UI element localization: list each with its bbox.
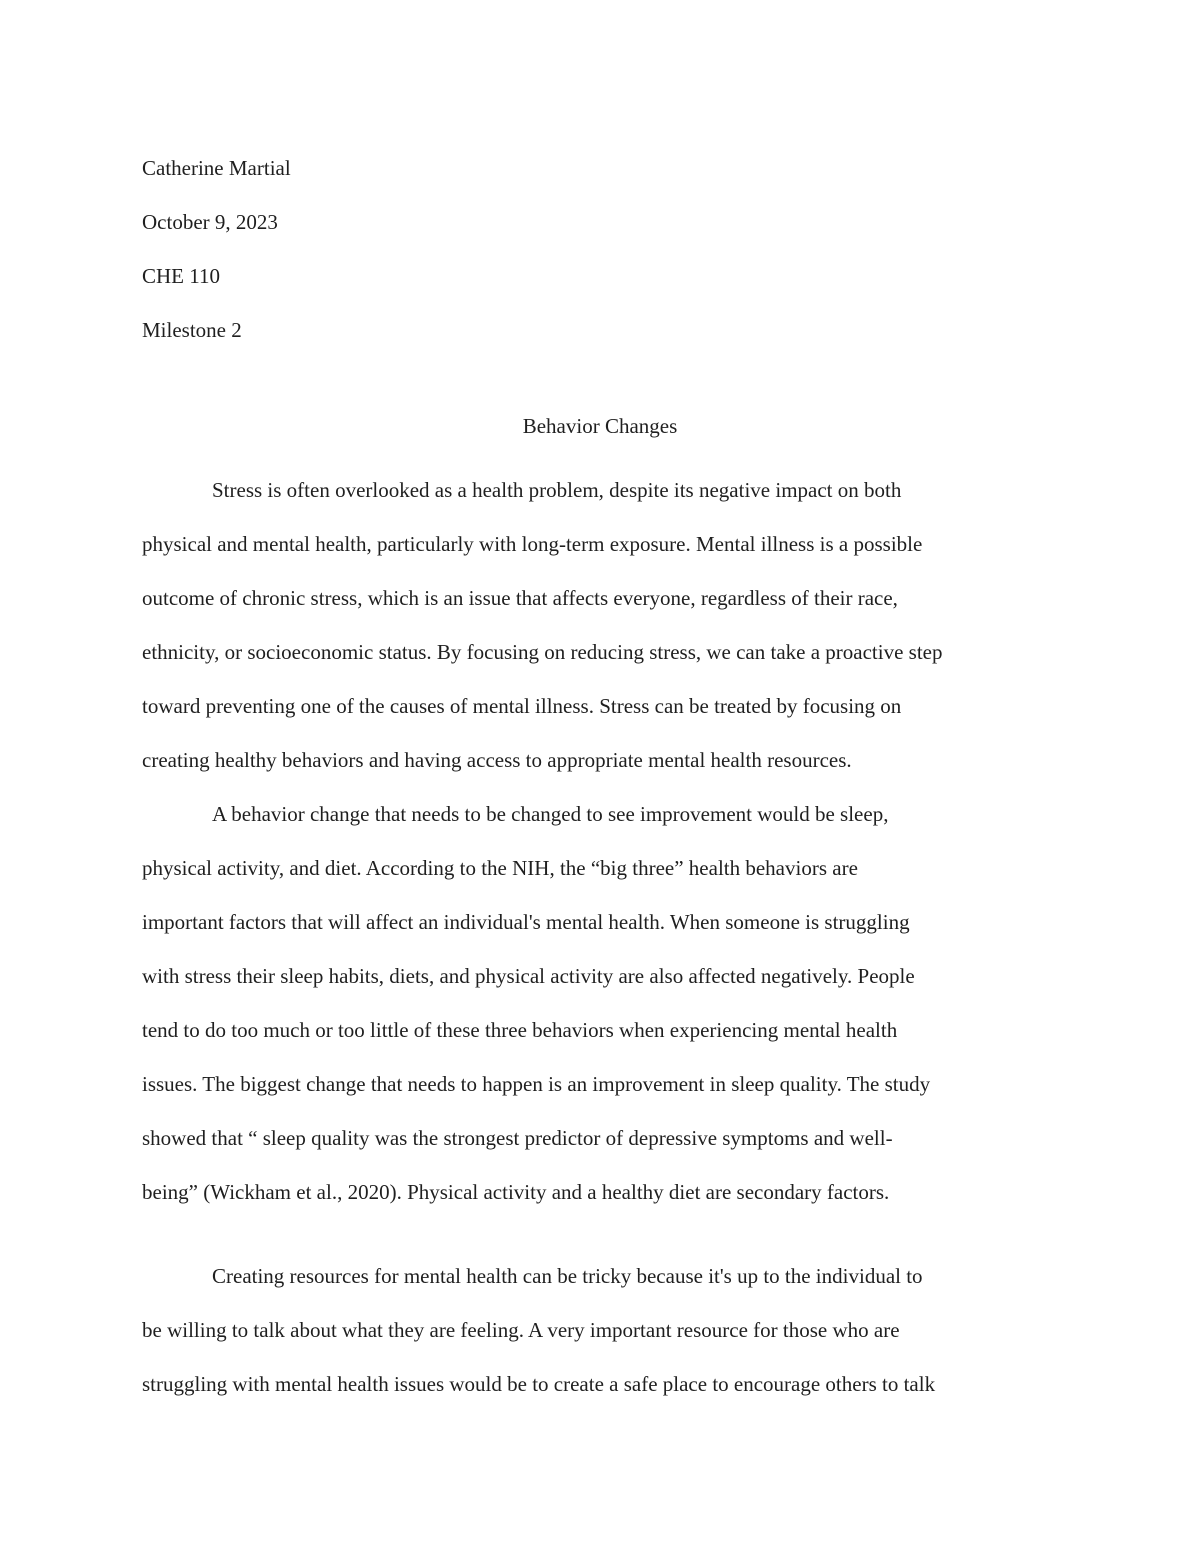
paragraph-line: be willing to talk about what they are feeling. A very important resource for those who are — [142, 1318, 900, 1342]
assignment-name: Milestone 2 — [142, 318, 242, 342]
paragraph-line: being” (Wickham et al., 2020). Physical activity and a healthy diet are secondary factors. — [142, 1180, 890, 1204]
document-title: Behavior Changes — [522, 414, 678, 438]
paragraph-line: important factors that will affect an individual's mental health. When someone is struggling — [142, 910, 910, 934]
paragraph-line: tend to do too much or too little of these three behaviors when experiencing mental health — [142, 1018, 898, 1042]
paragraph-line: outcome of chronic stress, which is an issue that affects everyone, regardless of their race, — [142, 586, 898, 610]
paragraph-line: with stress their sleep habits, diets, and physical activity are also affected negatively. People — [142, 964, 915, 988]
course-code: CHE 110 — [142, 264, 220, 288]
paragraph-line: struggling with mental health issues would be to create a safe place to encourage others to talk — [142, 1372, 936, 1396]
paragraph-line: issues. The biggest change that needs to happen is an improvement in sleep quality. The study — [142, 1072, 931, 1096]
paragraph-line: Stress is often overlooked as a health problem, despite its negative impact on both — [212, 478, 902, 502]
document-date: October 9, 2023 — [142, 210, 278, 234]
paragraph-line: ethnicity, or socioeconomic status. By focusing on reducing stress, we can take a proactive step — [142, 640, 943, 664]
paragraph-line: showed that “ sleep quality was the strongest predictor of depressive symptoms and well- — [142, 1126, 893, 1150]
document-header — [142, 141, 291, 357]
paragraph-line: physical activity, and diet. According to the NIH, the “big three” health behaviors are — [142, 856, 858, 880]
paragraph-line: toward preventing one of the causes of mental illness. Stress can be treated by focusing on — [142, 694, 902, 718]
body-paragraph — [142, 463, 1060, 787]
paragraph-line: Creating resources for mental health can be tricky because it's up to the individual to — [212, 1264, 923, 1288]
paragraph-line: creating healthy behaviors and having access to appropriate mental health resources. — [142, 748, 852, 772]
author-name: Catherine Martial — [142, 156, 291, 180]
paragraph-line: A behavior change that needs to be changed to see improvement would be sleep, — [212, 802, 889, 826]
body-paragraph — [142, 1249, 1060, 1411]
body-paragraph — [142, 787, 1060, 1219]
paragraph-line: physical and mental health, particularly with long-term exposure. Mental illness is a possible — [142, 532, 923, 556]
